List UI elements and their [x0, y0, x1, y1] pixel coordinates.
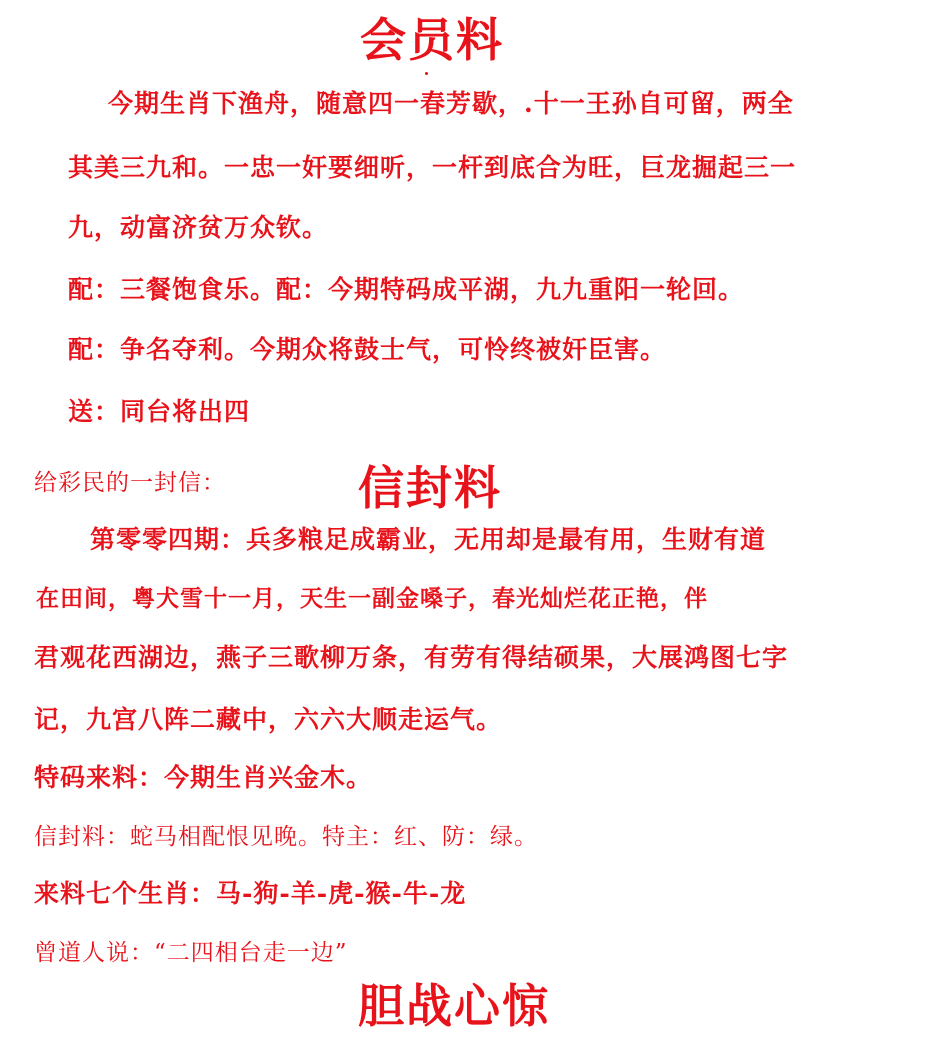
- envelope-line-8: 曾道人说：“二四相台走一边”: [34, 940, 348, 966]
- envelope-greeting: 给彩民的一封信：: [34, 470, 226, 496]
- member-line-3: 九，动富济贫万众钦。: [68, 213, 329, 242]
- envelope-line-2: 在田间，粤犬雪十一月，天生一副金嗓子，春光灿烂花正艳，伴: [36, 585, 708, 612]
- member-line-4: 配：三餐饱食乐。配：今期特码成平湖，九九重阳一轮回。: [68, 275, 745, 304]
- member-line-1: 今期生肖下渔舟，随意四一春芳歇，.十一王孙自可留，两全: [108, 89, 794, 118]
- envelope-line-1: 第零零四期：兵多粮足成霸业，无用却是最有用，生财有道: [90, 525, 767, 554]
- envelope-title: 信封料: [358, 461, 502, 515]
- envelope-line-6: 信封料：蛇马相配恨见晚。特主：红、防：绿。: [34, 824, 538, 850]
- envelope-line-5: 特码来料：今期生肖兴金木。: [34, 763, 373, 792]
- envelope-line-4: 记，九宫八阵二藏中，六六大顺走运气。: [34, 705, 503, 734]
- member-line-5: 配：争名夺利。今期众将鼓士气，可怜终被奸臣害。: [68, 335, 667, 364]
- envelope-line-3: 君观花西湖边，燕子三歌柳万条，有劳有得结硕果，大展鸿图七字: [34, 643, 789, 672]
- stray-dot: [425, 72, 428, 75]
- footer-title: 胆战心惊: [358, 979, 550, 1033]
- envelope-line-7: 来料七个生肖：马-狗-羊-虎-猴-牛-龙: [34, 879, 467, 908]
- member-title: 会员料: [360, 13, 504, 67]
- member-line-6: 送：同台将出四: [68, 397, 251, 426]
- member-line-2: 其美三九和。一忠一奸要细听，一杆到底合为旺，巨龙掘起三一: [68, 153, 797, 182]
